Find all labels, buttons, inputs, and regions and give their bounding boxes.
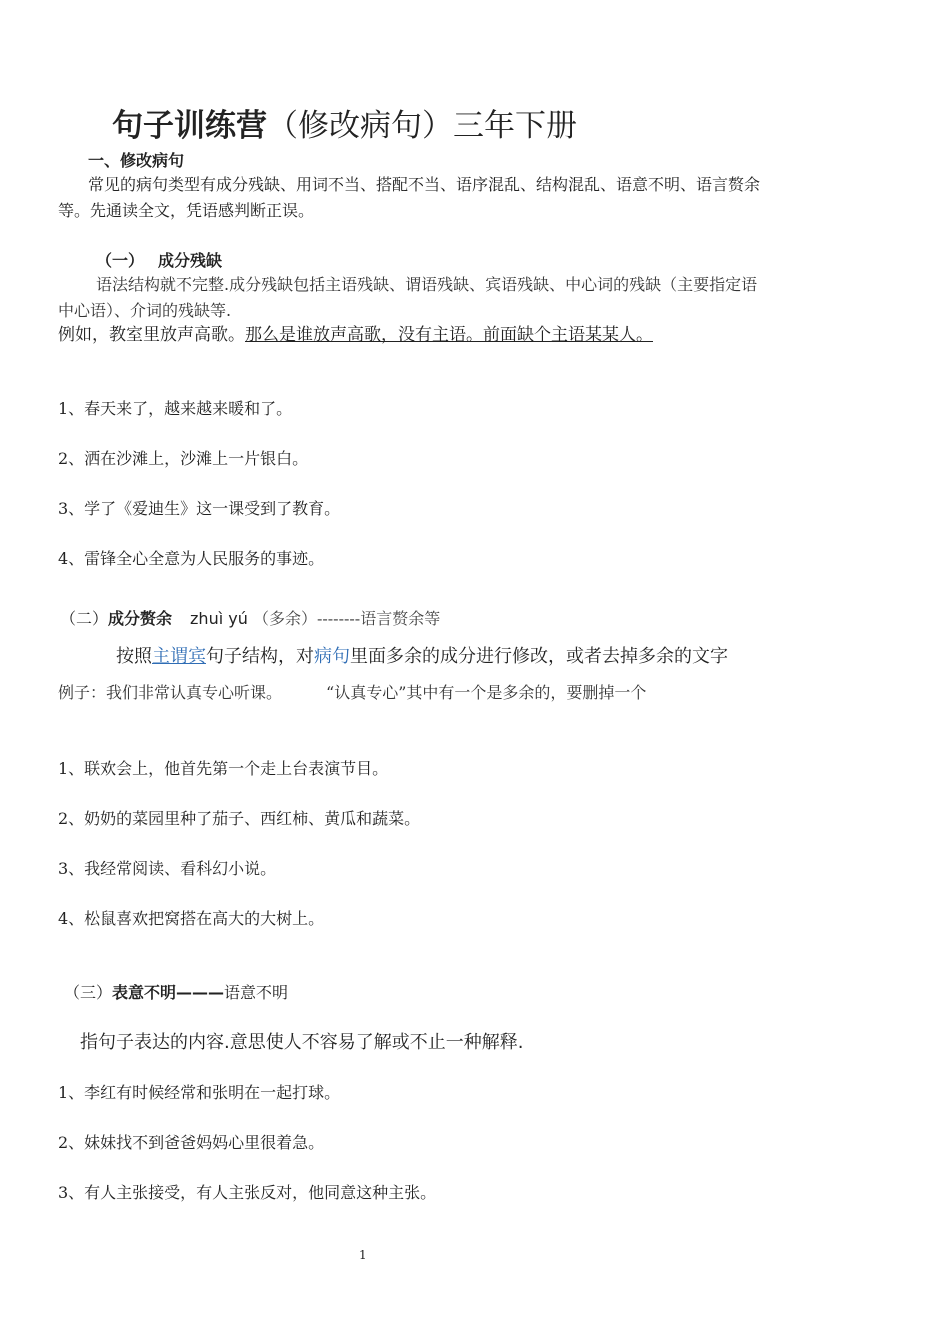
part3-desc: 指句子表达的内容.意思使人不容易了解或不止一种解释.	[80, 1032, 524, 1053]
part2-pinyin-note: （多余）--------语言赘余等	[252, 609, 441, 628]
section1-heading: 一、修改病句	[88, 151, 185, 170]
part1-item-3: 3、学了《爱迪生》这一课受到了教育。	[58, 499, 341, 518]
part3-item-1: 1、李红有时候经常和张明在一起打球。	[58, 1083, 341, 1102]
part1-heading-title: 成分残缺	[158, 251, 223, 270]
part2-heading-num: （二）	[60, 609, 109, 628]
part1-desc-line1: 语法结构就不完整.成分残缺包括主语残缺、谓语残缺、宾语残缺、中心词的残缺（主要指定语	[96, 275, 758, 294]
document-title	[112, 100, 577, 145]
part3-heading-num: （三）	[64, 983, 113, 1002]
section1-intro-line2: 等。先通读全文，凭语感判断正误。	[58, 201, 315, 220]
zhuweibin-link[interactable]: 主谓宾	[152, 646, 206, 667]
part2-item-1: 1、联欢会上，他首先第一个走上台表演节目。	[58, 759, 389, 778]
part2-desc	[116, 642, 728, 668]
part1-heading	[96, 248, 222, 271]
part2-item-2: 2、奶奶的菜园里种了茄子、西红柿、黄瓜和蔬菜。	[58, 809, 421, 828]
part1-item-1: 1、春天来了，越来越来暖和了。	[58, 399, 293, 418]
part2-example-b: “认真专心”其中有一个是多余的，要删掉一个	[326, 683, 647, 702]
bingju-link[interactable]: 病句	[314, 646, 350, 667]
part1-item-4: 4、雷锋全心全意为人民服务的事迹。	[58, 549, 325, 568]
part3-item-2: 2、妹妹找不到爸爸妈妈心里很着急。	[58, 1133, 325, 1152]
page-number: 1	[359, 1248, 367, 1262]
part2-item-4: 4、松鼠喜欢把窝搭在高大的大树上。	[58, 909, 325, 928]
part1-example-underlined: 那么是谁放声高歌，没有主语。前面缺个主语某某人。	[245, 325, 653, 345]
part2-heading	[60, 606, 440, 629]
part2-item-3: 3、我经常阅读、看科幻小说。	[58, 859, 277, 878]
section1-intro-line1: 常见的病句类型有成分残缺、用词不当、搭配不当、语序混乱、结构混乱、语意不明、语言赘余	[88, 175, 761, 194]
part3-item-3: 3、有人主张接受，有人主张反对，他同意这种主张。	[58, 1183, 437, 1202]
part2-desc-pre: 按照	[116, 646, 152, 667]
part3-heading-tail: 语意不明	[224, 983, 289, 1002]
part2-example-a: 例子：我们非常认真专心听课。	[58, 683, 283, 702]
part3-heading-title: 表意不明———	[112, 983, 225, 1002]
title-rest: （修改病句）三年下册	[267, 108, 577, 144]
part3-heading	[64, 980, 288, 1003]
part2-pinyin: zhuì yú	[190, 609, 248, 628]
part2-heading-title: 成分赘余	[108, 609, 173, 628]
part2-desc-mid: 句子结构，对	[206, 646, 314, 667]
title-bold: 句子训练营	[112, 108, 267, 144]
part1-heading-num: （一）	[96, 251, 145, 270]
part1-item-2: 2、洒在沙滩上，沙滩上一片银白。	[58, 449, 309, 468]
part1-example-plain: 例如，教室里放声高歌。	[58, 325, 245, 345]
part2-example	[58, 680, 646, 703]
part1-example	[58, 320, 653, 345]
part2-desc-post: 里面多余的成分进行修改，或者去掉多余的文字	[350, 646, 728, 667]
part1-desc-line2: 中心语）、介词的残缺等.	[58, 301, 232, 320]
